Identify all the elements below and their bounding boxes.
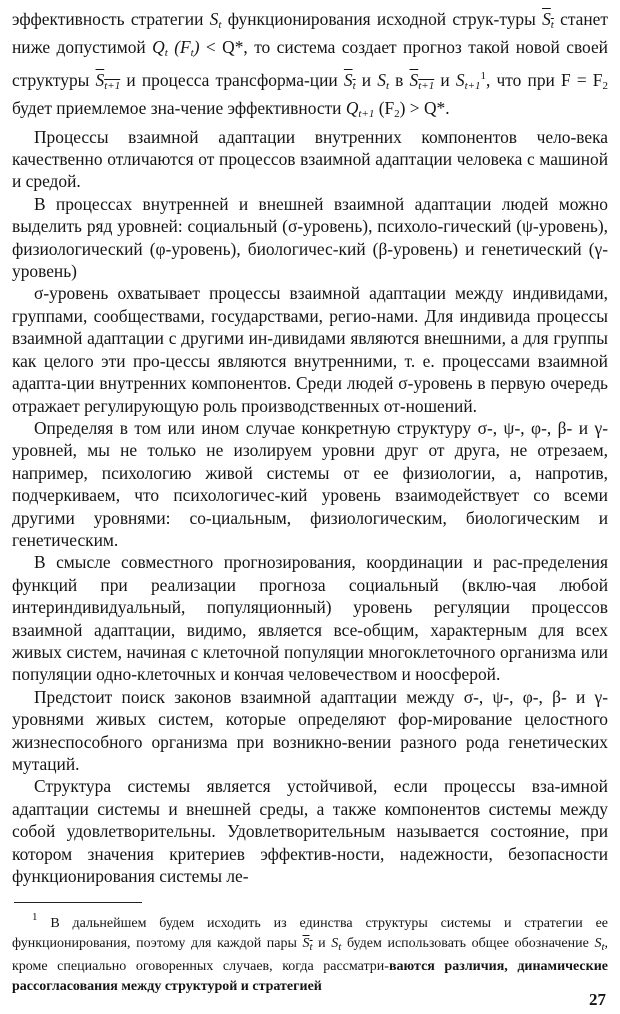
footnote-symbol-s-under: $S_t$ bbox=[331, 935, 342, 953]
page-number: 27 bbox=[589, 990, 606, 1009]
footnote-symbol-s: $S_t$ bbox=[594, 935, 605, 953]
symbol-s-t: $S_t$ bbox=[209, 9, 222, 31]
symbol-s-bar-t1: $S_{t+1}$ bbox=[95, 69, 121, 92]
footnote-bold-line: ваются различия, динамические рассогласования между структурой и стратегией bbox=[12, 959, 608, 994]
footnote-mark: 1 bbox=[480, 69, 487, 82]
footnote-marker: 1 bbox=[32, 911, 38, 923]
paragraph-8: Структура системы является устойчивой, если процессы вза-имной адаптации системы и внешней среды, а также компонентов системы между собой удовлетворительны. Удовлетворительным называется состояние, при котором значения критериев эффектив-ности, надежности, безопасности функционирования системы ле- bbox=[12, 776, 608, 887]
symbol-s-under-t: $S_t$ bbox=[377, 69, 390, 92]
symbol-s-bar-t-2: $S_t$ bbox=[343, 69, 356, 92]
paragraph-3: В процессах внутренней и внешней взаимной адаптации людей можно выделить ряд уровней: социальный (σ-уровень), психоло-гический (ψ-уровень), физиологический (φ-уровень), биологичес-кий (β-уровень) и генетический (γ-уровень) bbox=[12, 193, 608, 282]
symbol-q-t: $Q_t$ $(F_t)$ bbox=[152, 37, 200, 60]
paragraph-7: Предстоит поиск законов взаимной адаптации между σ-, ψ-, φ-, β- и γ-уровнями живых систем, которые определяют фор-мирование целостного жизнеспособного организма при возникно-вении разного рода генетических мутаций. bbox=[12, 686, 608, 774]
symbol-s-bar-t1-2: $S_{t+1}$ bbox=[409, 69, 435, 92]
symbol-s-bar-t: $S_t$ bbox=[542, 9, 554, 31]
symbol-s-under-t1: $S_{t+1}$ bbox=[455, 69, 481, 92]
paragraph-4: σ-уровень охватывает процессы взаимной адаптации между индивидами, группами, сообществами, государствами, регио-нами. Для индивида процессы взаимной адаптации с другими ин-дивидами являются внешними, а для группы как целого эти про-цессы являются внутренними, т. е. процессами взаимной адапта-ции внутренних компонентов. Среди людей σ-уровень в первую очередь отражает регулирующую роль производственных от-ношений. bbox=[12, 283, 608, 416]
paragraph-6: В смысле совместного прогнозирования, координации и рас-пределения функций при реализации прогноза социальный (вклю-чая любой интериндивидуальный, популяционный) уровень регуляции процессов взаимной адаптации, видимо, является все-общим, характерным для всех живых систем, начиная с клеточной популяции многоклеточного организма или популяции одно-клеточных и кончая человечеством и ноосферой. bbox=[12, 552, 608, 685]
paragraph-1: эффективность стратегии $S_t$ функционирования исходной струк-туры $S_t$ станет ниже допустимой $Q_t$ $(F_t) < Q*$, то система создает прогноз такой новой своей структуры $S_{t+1}$ и процесса трансформа-ции $S_t$ и $S_t$ в $S_{t+1}$ и $S_{t+1}^1$, что при $F = F_2$ будет приемлемое зна-чение эффективности $Q_{t+1}$ $(F_2) > Q*$. bbox=[12, 9, 608, 121]
paragraph-2: Процессы взаимной адаптации внутренних компонентов чело-века качественно отличаются от процессов взаимной адаптации человека с машиной и средой. bbox=[12, 126, 608, 192]
footnote-symbol-s-bar: $S_t$ bbox=[302, 935, 313, 953]
footnote-divider bbox=[14, 902, 142, 903]
body-text bbox=[12, 8, 608, 887]
paragraph-5: Определяя в том или ином случае конкретную структуру σ-, ψ-, φ-, β- и γ-уровней, мы не только не изолируем уровни друг от друга, не отрезаем, например, психологию живой системы от ее физиологии, а, напротив, подчеркиваем, что психологичес-кий уровень взаимодействует со всеми другими уровнями: со-циальным, физиологическим, биологическим и генетическим. bbox=[12, 417, 608, 550]
symbol-q-t1: $Q_{t+1}$ bbox=[345, 98, 375, 121]
footnote: $^1$ В дальнейшем будем исходить из единства структуры системы и стратегии ее функционирования, поэтому для каждой пары $S_t$ и $S_t$ будем использовать общее обозначение $S_t$, кроме специально оговоренных случаев, когда рассматри-ваются различия, динамические рассогласования между структурой и стратегией bbox=[12, 911, 609, 994]
